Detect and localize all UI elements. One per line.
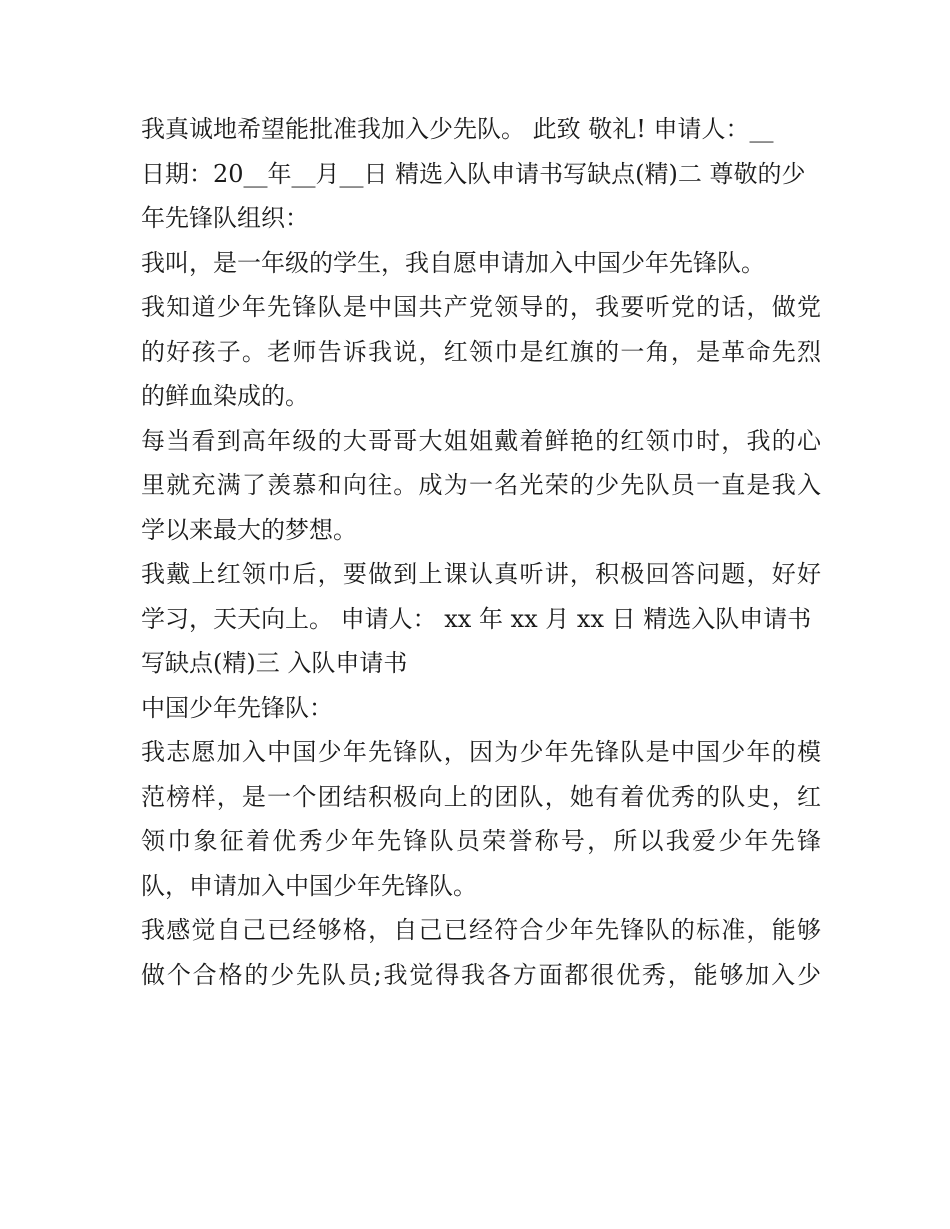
text-line: 我感觉自己已经够格，自己已经符合少年先锋队的标准，能够 (141, 916, 821, 944)
text-line: 写缺点(精)三 入队申请书 (141, 649, 408, 677)
text-line: 领巾象征着优秀少年先锋队员荣誉称号，所以我爱少年先锋 (141, 827, 821, 855)
text-line: 每当看到高年级的大哥哥大姐姐戴着鲜艳的红领巾时，我的心 (141, 426, 821, 455)
text-line: 学习，天天向上。 申请人： xx 年 xx 月 xx 日 精选入队申请书 (141, 604, 812, 633)
text-line: 中国少年先锋队： (141, 693, 333, 722)
text-line: 队，申请加入中国少年先锋队。 (141, 871, 477, 900)
text-line: 我叫，是一年级的学生，我自愿申请加入中国少年先锋队。 (141, 248, 765, 277)
text-line: 年先锋队组织： (141, 204, 309, 232)
text-line: 的好孩子。老师告诉我说，红领巾是红旗的一角，是革命先烈 (141, 337, 821, 366)
text-line: 范榜样，是一个团结积极向上的团队，她有着优秀的队史，红 (141, 782, 821, 811)
text-line: 里就充满了羡慕和向往。成为一名光荣的少先队员一直是我入 (141, 471, 821, 499)
text-line: 我真诚地希望能批准我加入少先队。 此致 敬礼! 申请人：__ (141, 115, 774, 143)
text-line: 的鲜血染成的。 (141, 382, 309, 410)
text-line: 我知道少年先锋队是中国共产党领导的，我要听党的话，做党 (141, 293, 821, 321)
text-line: 我志愿加入中国少年先锋队，因为少年先锋队是中国少年的模 (141, 738, 821, 766)
text-line: 我戴上红领巾后，要做到上课认真听讲，积极回答问题，好好 (141, 560, 821, 588)
text-line: 做个合格的少先队员;我觉得我各方面都很优秀，能够加入少 (141, 960, 821, 989)
document-body (141, 107, 821, 997)
text-line: 学以来最大的梦想。 (141, 515, 357, 544)
text-line: 日期：20__年__月__日 精选入队申请书写缺点(精)二 尊敬的少 (141, 159, 806, 188)
